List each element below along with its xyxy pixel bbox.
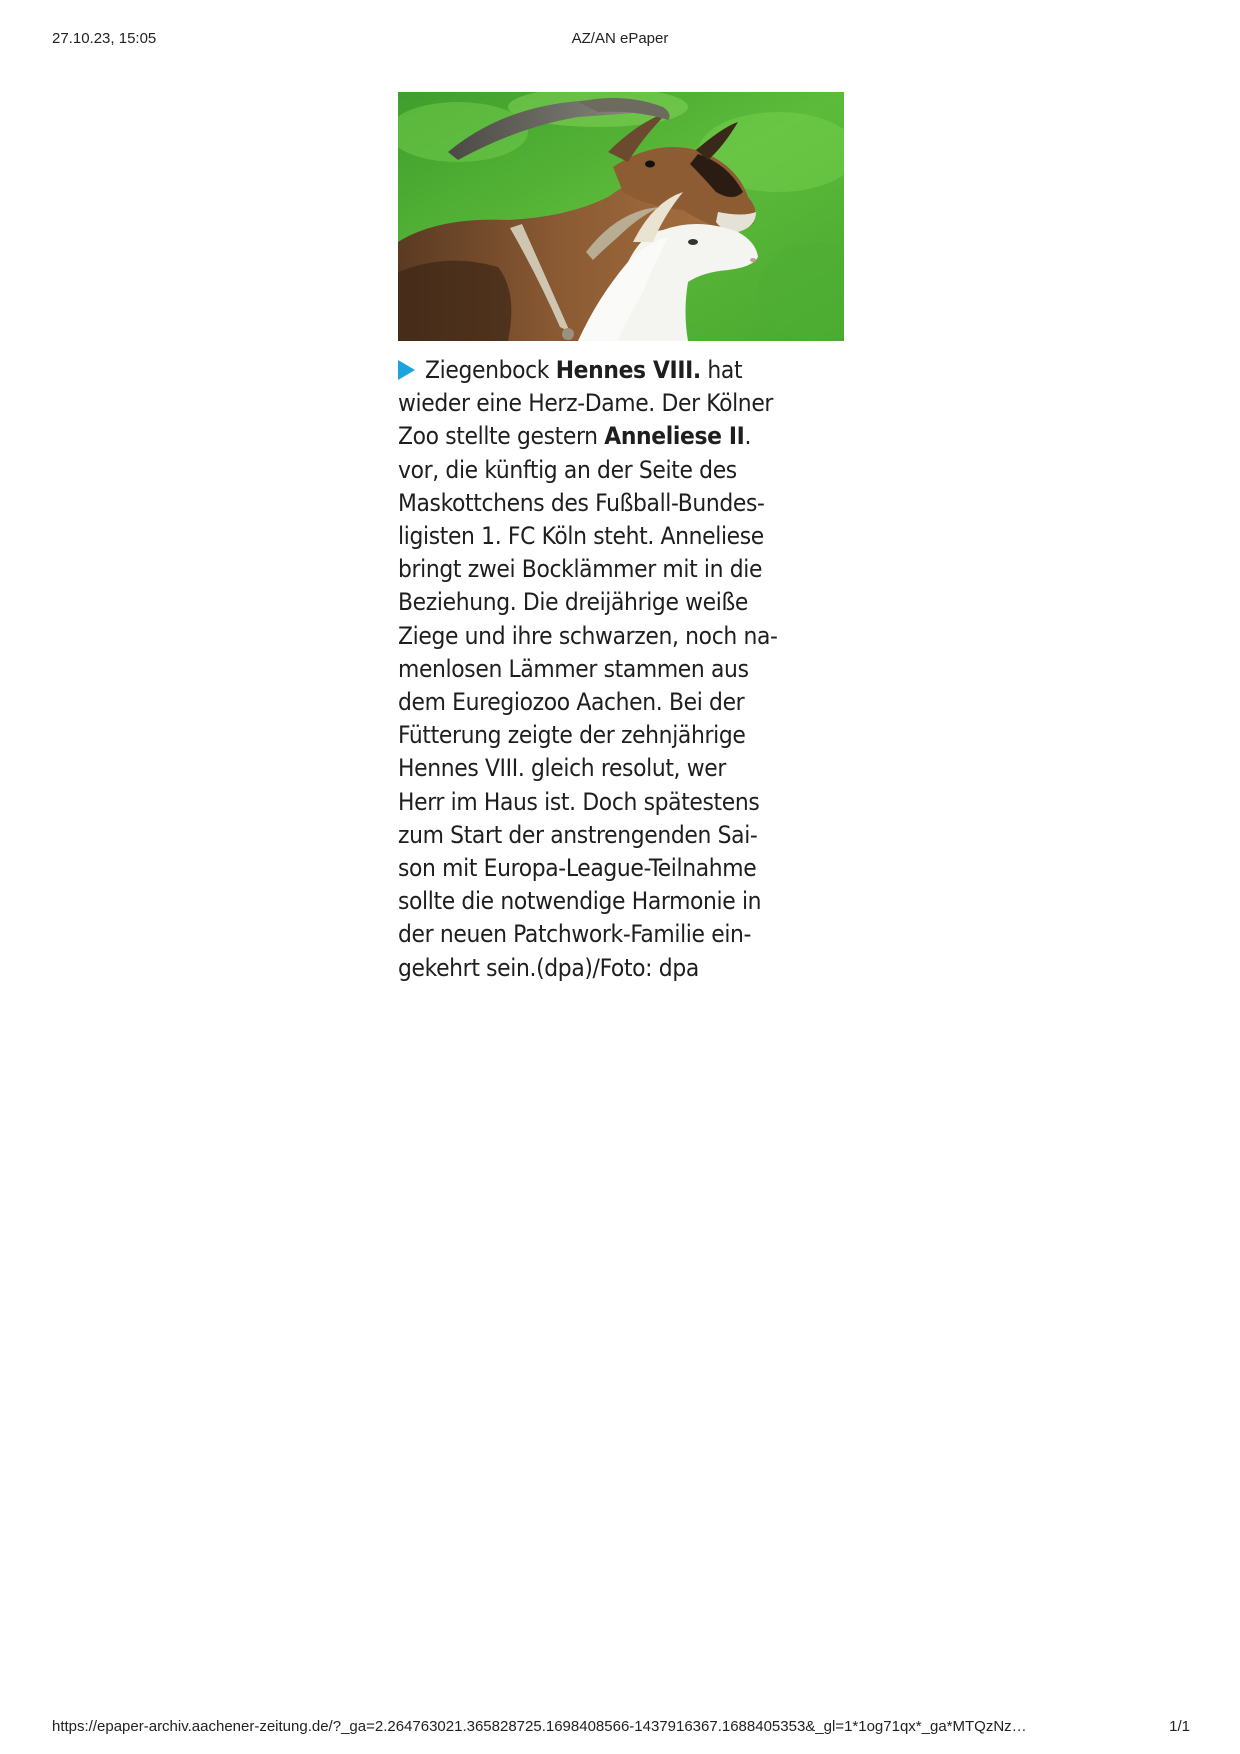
article-line <box>398 652 844 685</box>
text-segment: vor, die künftig an der Seite des <box>398 454 737 484</box>
bold-name: Hennes VIII. <box>555 355 701 384</box>
print-footer <box>0 1718 1240 1738</box>
article-line <box>398 785 844 818</box>
article-line <box>398 386 844 419</box>
text-segment: Maskottchens des Fußball-Bundes- <box>398 487 765 517</box>
article-line <box>398 917 844 950</box>
bold-name: Anneliese II <box>604 421 745 451</box>
article-photo <box>398 92 844 341</box>
article-line <box>398 353 844 386</box>
text-segment: son mit Europa-League-Teilnahme <box>398 853 757 883</box>
text-segment: ligisten 1. FC Köln steht. Anneliese <box>398 521 764 551</box>
page-number: 1/1 <box>1169 1718 1190 1735</box>
text-segment: Fütterung zeigte der zehnjährige <box>398 720 746 750</box>
article-line <box>398 818 844 851</box>
print-header <box>0 30 1240 50</box>
article-line <box>398 751 844 784</box>
text-segment: menlosen Lämmer stammen aus <box>398 653 749 683</box>
text-segment: Ziegenbock <box>425 355 556 384</box>
text-segment: dem Euregiozoo Aachen. Bei der <box>398 687 745 717</box>
text-segment: gekehrt sein.(dpa)/Foto: dpa <box>398 952 699 982</box>
article-line <box>398 851 844 884</box>
article-line <box>398 519 844 552</box>
print-datetime: 27.10.23, 15:05 <box>52 30 157 47</box>
article-line <box>398 619 844 652</box>
text-segment: hat <box>700 355 743 384</box>
text-segment: sollte die notwendige Harmonie in <box>398 886 762 916</box>
article <box>398 92 844 984</box>
text-segment: Zoo stellte gestern <box>398 421 605 451</box>
text-segment: bringt zwei Bocklämmer mit in die <box>398 554 763 584</box>
text-segment: . <box>744 421 752 451</box>
play-triangle-icon <box>398 360 415 380</box>
article-body <box>398 353 844 984</box>
text-segment: Hennes VIII. gleich resolut, wer <box>398 753 726 783</box>
text-segment: wieder eine Herz-Dame. Der Kölner <box>398 388 774 418</box>
text-segment: Beziehung. Die dreijährige weiße <box>398 587 749 617</box>
article-line <box>398 884 844 917</box>
article-line <box>398 951 844 984</box>
goats-photo <box>398 92 844 341</box>
article-line <box>398 718 844 751</box>
text-segment: zum Start der anstrengenden Sai- <box>398 819 758 849</box>
text-segment: Herr im Haus ist. Doch spätestens <box>398 786 760 816</box>
article-line <box>398 486 844 519</box>
article-line <box>398 453 844 486</box>
text-segment: der neuen Patchwork-Familie ein- <box>398 919 752 949</box>
print-url: https://epaper-archiv.aachener-zeitung.de/?_ga=2.264763021.365828725.1698408566-1437916367.1688405353&_gl=1*1og71qx*_ga*MTQzNz… <box>52 1718 1027 1735</box>
article-line <box>398 685 844 718</box>
print-title: AZ/AN ePaper <box>571 30 669 47</box>
article-line <box>398 552 844 585</box>
text-segment: Ziege und ihre schwarzen, noch na- <box>398 620 778 650</box>
article-line <box>398 585 844 618</box>
article-line <box>398 419 844 452</box>
